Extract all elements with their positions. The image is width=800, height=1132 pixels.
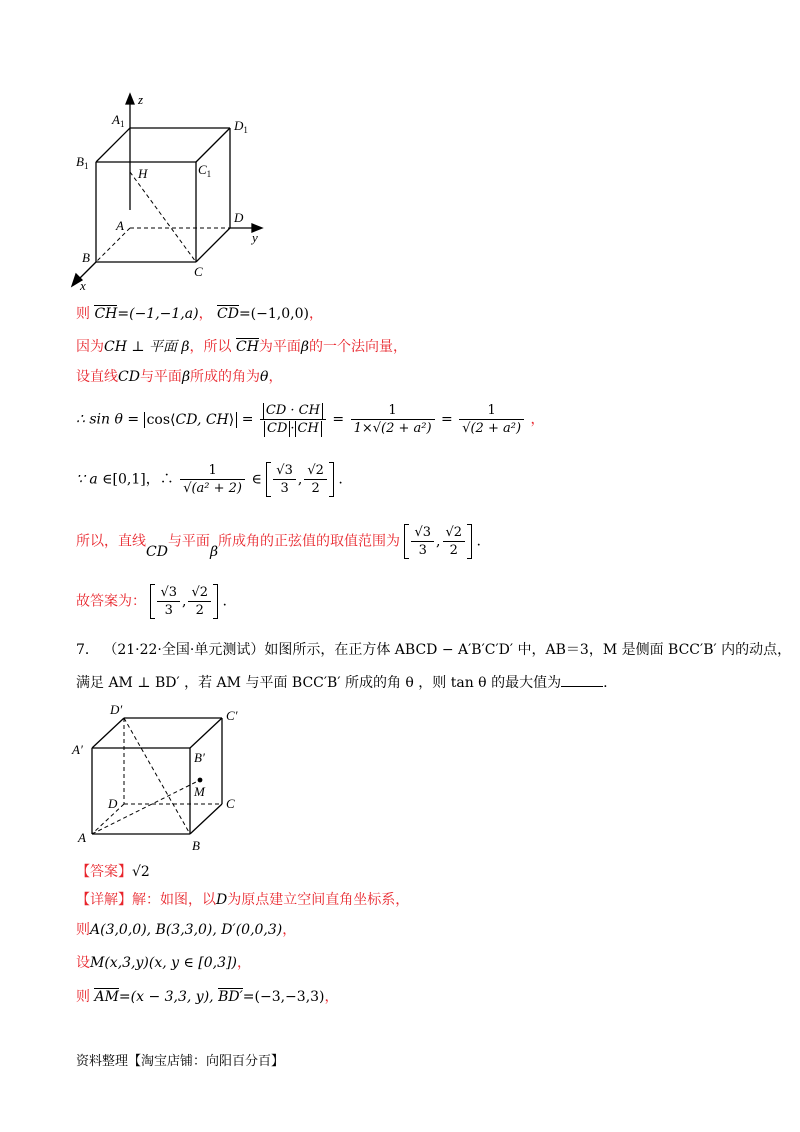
vectors-line: 则 AM=(x − 3,3, y), BD′=(−3,−3,3)， — [76, 989, 339, 1005]
page-footer: 资料整理【淘宝店铺：向阳百分百】 — [76, 1054, 285, 1069]
label-A1: $A_1$ — [112, 112, 125, 129]
line-ch-cd: 则 CH=(−1,−1,a)， CD=(−1,0,0)， — [76, 306, 323, 322]
label-M: M — [194, 784, 205, 799]
label-A2: A — [78, 830, 86, 845]
point-M — [198, 778, 203, 783]
label-z: z — [138, 92, 144, 107]
label-C1: $C_1$ — [198, 162, 212, 179]
label-D1: $D_1$ — [234, 118, 248, 135]
label-C2: C — [226, 796, 235, 811]
question-7-line-1: 7． （21·22·全国·单元测试）如图所示，在正方体 ABCD − A′B′C′D′ 中，AB＝3，M 是侧面 BCC′B′ 内的动点， — [76, 642, 792, 658]
label-Ap: A′ — [72, 742, 83, 757]
line-normal-vector: 因为CH ⊥ 平面 β，所以 CH为平面β的一个法向量， — [76, 339, 407, 355]
line-final-answer: 故答案为： $\frac{√3}{3}$ , $\frac{√2}{2}$ . — [76, 585, 227, 618]
label-C: C — [194, 264, 203, 279]
coords-line: 则A(3,0,0), B(3,3,0), D′(0,0,3)， — [76, 922, 297, 938]
label-D: D — [234, 210, 244, 225]
cube-figure-2 — [68, 700, 248, 860]
label-Cp: C′ — [226, 708, 238, 723]
detail-line: 【详解】解：如图，以D为原点建立空间直角坐标系， — [76, 892, 410, 908]
label-B: B — [82, 250, 90, 265]
label-y: y — [252, 230, 258, 245]
label-A: A — [116, 218, 124, 233]
question-7-line-2: 满足 AM ⊥ BD′ ，若 AM 与平面 BCC′B′ 所成的角 θ ，则 tan θ 的最大值为 . — [76, 672, 608, 693]
point-m-line: 设M(x,3,y)(x, y ∈ [0,3])， — [76, 955, 251, 971]
answer-line: 【答案】√2 — [76, 864, 150, 880]
line-conclusion: 所以，直线CD与平面β所成角的正弦值的取值范围为 $\frac{√3}{3}$ , $\frac{√2}{2}$ . — [76, 525, 481, 560]
line-range: ∵ a ∈[0,1]，∴ $\frac{1}{\text{√(a² + 2)}}$ ∈ $\frac{√3}{3}$ , $\frac{√2}{2}$ . — [76, 463, 343, 496]
label-B2: B — [192, 838, 200, 853]
label-D2: D — [108, 796, 118, 811]
label-Dp: D′ — [110, 702, 123, 717]
answer-blank — [561, 672, 603, 687]
z-arrow — [126, 94, 134, 104]
label-Bp: B′ — [194, 750, 205, 765]
label-H: H — [138, 166, 148, 181]
label-B1: $B_1$ — [76, 154, 89, 171]
cube-figure-1 — [68, 90, 278, 295]
label-x: x — [80, 278, 86, 293]
line-angle-def: 设直线CD与平面β所成的角为θ， — [76, 369, 283, 385]
line-sin-theta: ∴ sin θ = cos⟨CD, CH⟩ = $\frac{CD \cdot CH}{CD \cdot CH}$ = $\frac{1}{\text{1×√(2 + a²)}}$ = $\frac{1}{\text{√(2 + a²)}}$ ， — [76, 403, 545, 436]
